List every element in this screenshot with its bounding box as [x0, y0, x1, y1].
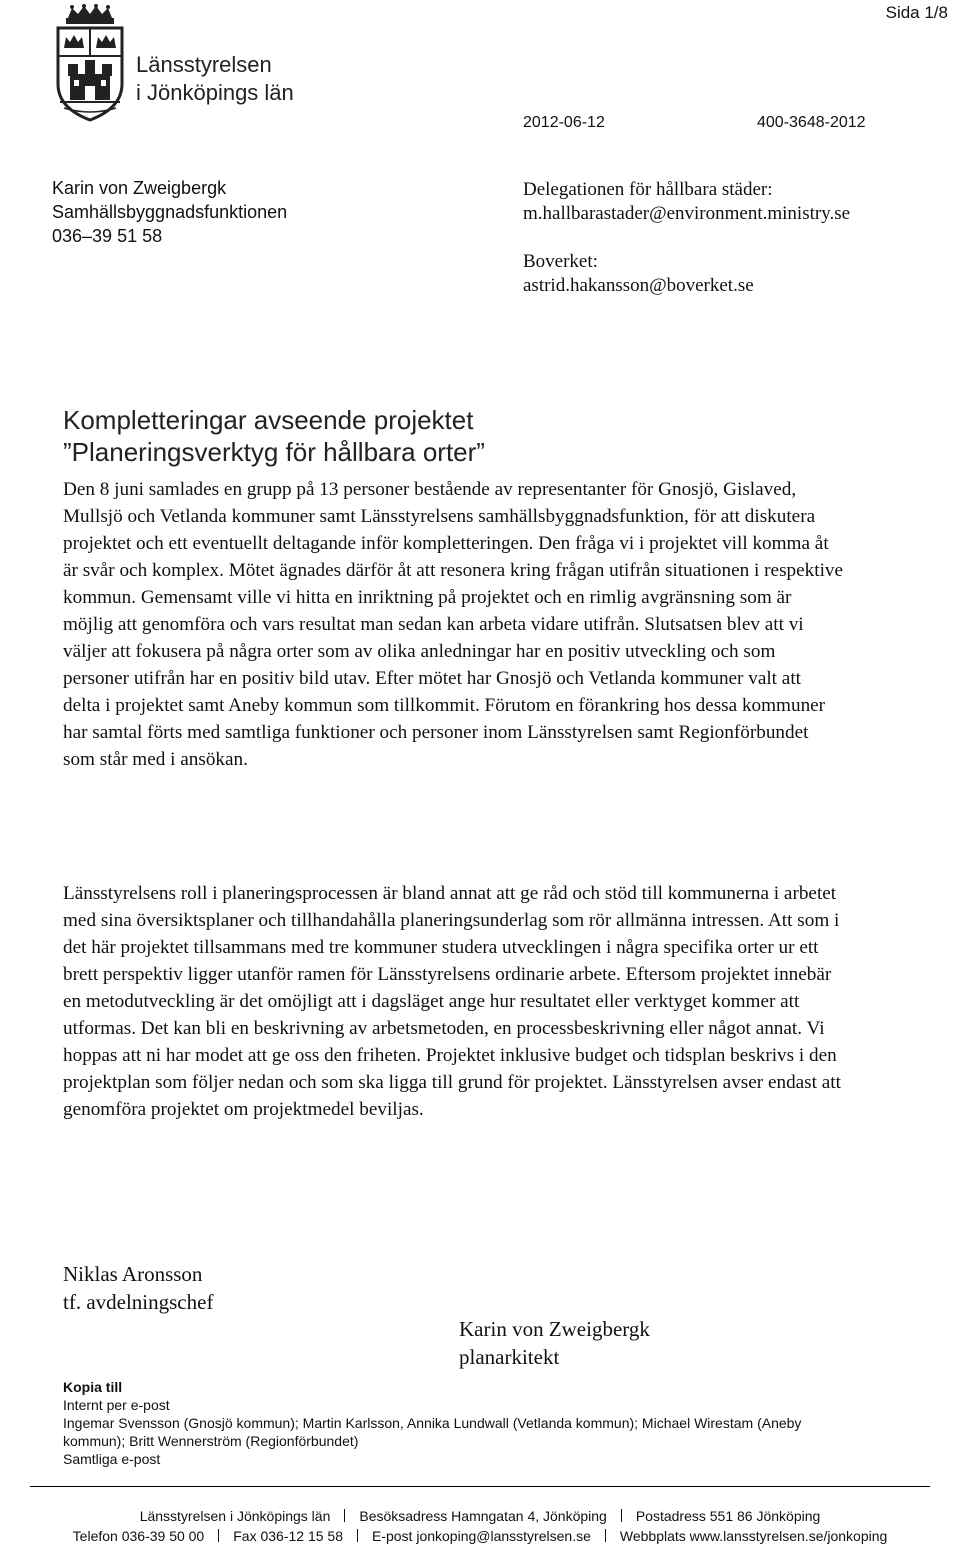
footer-divider	[30, 1486, 930, 1487]
footer-separator	[218, 1529, 219, 1542]
footer-phone: Telefon 036-39 50 00	[72, 1528, 205, 1544]
recipients-block	[523, 178, 850, 298]
title-line1: Kompletteringar avseende projektet	[63, 405, 474, 435]
sender-department: Samhällsbyggnadsfunktionen	[52, 202, 288, 222]
coat-of-arms-logo	[50, 4, 130, 122]
signature-title: planarkitekt	[459, 1345, 560, 1369]
signature-name: Niklas Aronsson	[63, 1262, 203, 1286]
copy-to-line: Internt per e-post	[63, 1397, 170, 1413]
signature-block	[459, 1315, 650, 1371]
footer-row	[0, 1506, 960, 1526]
organization-name	[136, 51, 294, 107]
footer-postal-address: Postadress 551 86 Jönköping	[635, 1508, 821, 1524]
body-paragraph: Länsstyrelsens roll i planeringsprocessen är bland annat att ge råd och stöd till kommunerna i arbetet med sina översiktsplaner och tillhandahålla planeringsunderlag som rör allmänna intressen. Att som i det här projektet tillsammans med tre kommuner studera utvecklingen i några specifika orter ur ett brett perspektiv ligger utanför ramen för Länsstyrelsens ordinarie arbete. Eftersom projektet innebär en metodutveckling är det omöjligt att i dagsläget ange hur resultatet eller verktyget kommer att utformas. Det kan bli en beskrivning av arbetsmetoden, en processbeskrivning eller något annat. Vi hoppas att ni har modet att ge oss den friheten. Projektet inklusive budget och tidsplan beskrivs i den projektplan som följer nedan och som ska ligga till grund för projektet. Länsstyrelsen avser endast att genomföra projektet om projektmedel beviljas.	[63, 883, 841, 1120]
footer-website: Webbplats www.lansstyrelsen.se/jonkoping	[619, 1528, 888, 1544]
document-date: 2012-06-12	[523, 114, 605, 131]
copy-to-line: Ingemar Svensson (Gnosjö kommun); Martin Karlsson, Annika Lundwall (Vetlanda kommun); Michael Wirestam (Aneby kommun); Britt Wennerström (Regionförbundet)	[63, 1415, 802, 1449]
diary-number: 400-3648-2012	[757, 114, 866, 131]
copy-to-block	[63, 1378, 823, 1468]
sender-phone: 036–39 51 58	[52, 226, 163, 246]
footer-email: E-post jonkoping@lansstyrelsen.se	[371, 1528, 591, 1544]
signature-name: Karin von Zweigbergk	[459, 1317, 650, 1341]
recipient-email: m.hallbarastader@environment.ministry.se	[523, 203, 851, 224]
footer-separator	[357, 1529, 358, 1542]
footer-separator	[605, 1529, 606, 1542]
footer-visit-address: Besöksadress Hamngatan 4, Jönköping	[359, 1508, 607, 1524]
sender-block	[52, 176, 287, 248]
document-title	[63, 404, 485, 468]
footer-row	[0, 1526, 960, 1546]
footer-fax: Fax 036-12 15 58	[233, 1528, 343, 1544]
recipient-label: Boverket:	[523, 251, 598, 272]
footer	[0, 1506, 960, 1546]
sender-name: Karin von Zweigbergk	[52, 178, 227, 198]
recipient-label: Delegationen för hållbara städer:	[523, 179, 773, 200]
organization-line1: Länsstyrelsen	[136, 52, 272, 77]
recipient-email: astrid.hakansson@boverket.se	[523, 275, 754, 296]
body-paragraph: Den 8 juni samlades en grupp på 13 personer bestående av representanter för Gnosjö, Gislaved, Mullsjö och Vetlanda kommuner samt Länsstyrelsens samhällsbyggnadsfunktion, för att diskutera projektet och ett eventuellt deltagande inför kompletteringen. Den fråga vi i projektet vill komma åt är svår och komplex. Mötet ägnades därför åt att resonera kring frågan utifrån situationen i respektive kommun. Gemensamt ville vi hitta en inriktning på projektet och en rimlig avgränsning som är möjlig att genomföra och vars resultat man sedan kan arbeta vidare utifrån. Slutsatsen blev att vi väljer att fokusera på några orter som av olika anledningar har en positiv utveckling och som personer utifrån har en positiv bild utav. Efter mötet har Gnosjö och Vetlanda kommuner valt att delta i projektet samt Aneby kommun som tillkommit. Förutom en förankring hos dessa kommuner har samtal förts med samtliga funktioner och personer inom Länsstyrelsen samt Regionförbundet som står med i ansökan.	[63, 479, 844, 770]
organization-line2: i Jönköpings län	[136, 80, 294, 105]
page-number: Sida 1/8	[885, 3, 948, 22]
footer-separator	[621, 1509, 622, 1522]
copy-to-line: Samtliga e-post	[63, 1451, 161, 1467]
copy-to-heading: Kopia till	[63, 1379, 123, 1395]
title-line2: ”Planeringsverktyg för hållbara orter”	[63, 437, 485, 467]
footer-separator	[344, 1509, 345, 1522]
signature-block	[63, 1260, 213, 1316]
signature-title: tf. avdelningschef	[63, 1290, 214, 1314]
footer-organization: Länsstyrelsen i Jönköpings län	[139, 1508, 331, 1524]
